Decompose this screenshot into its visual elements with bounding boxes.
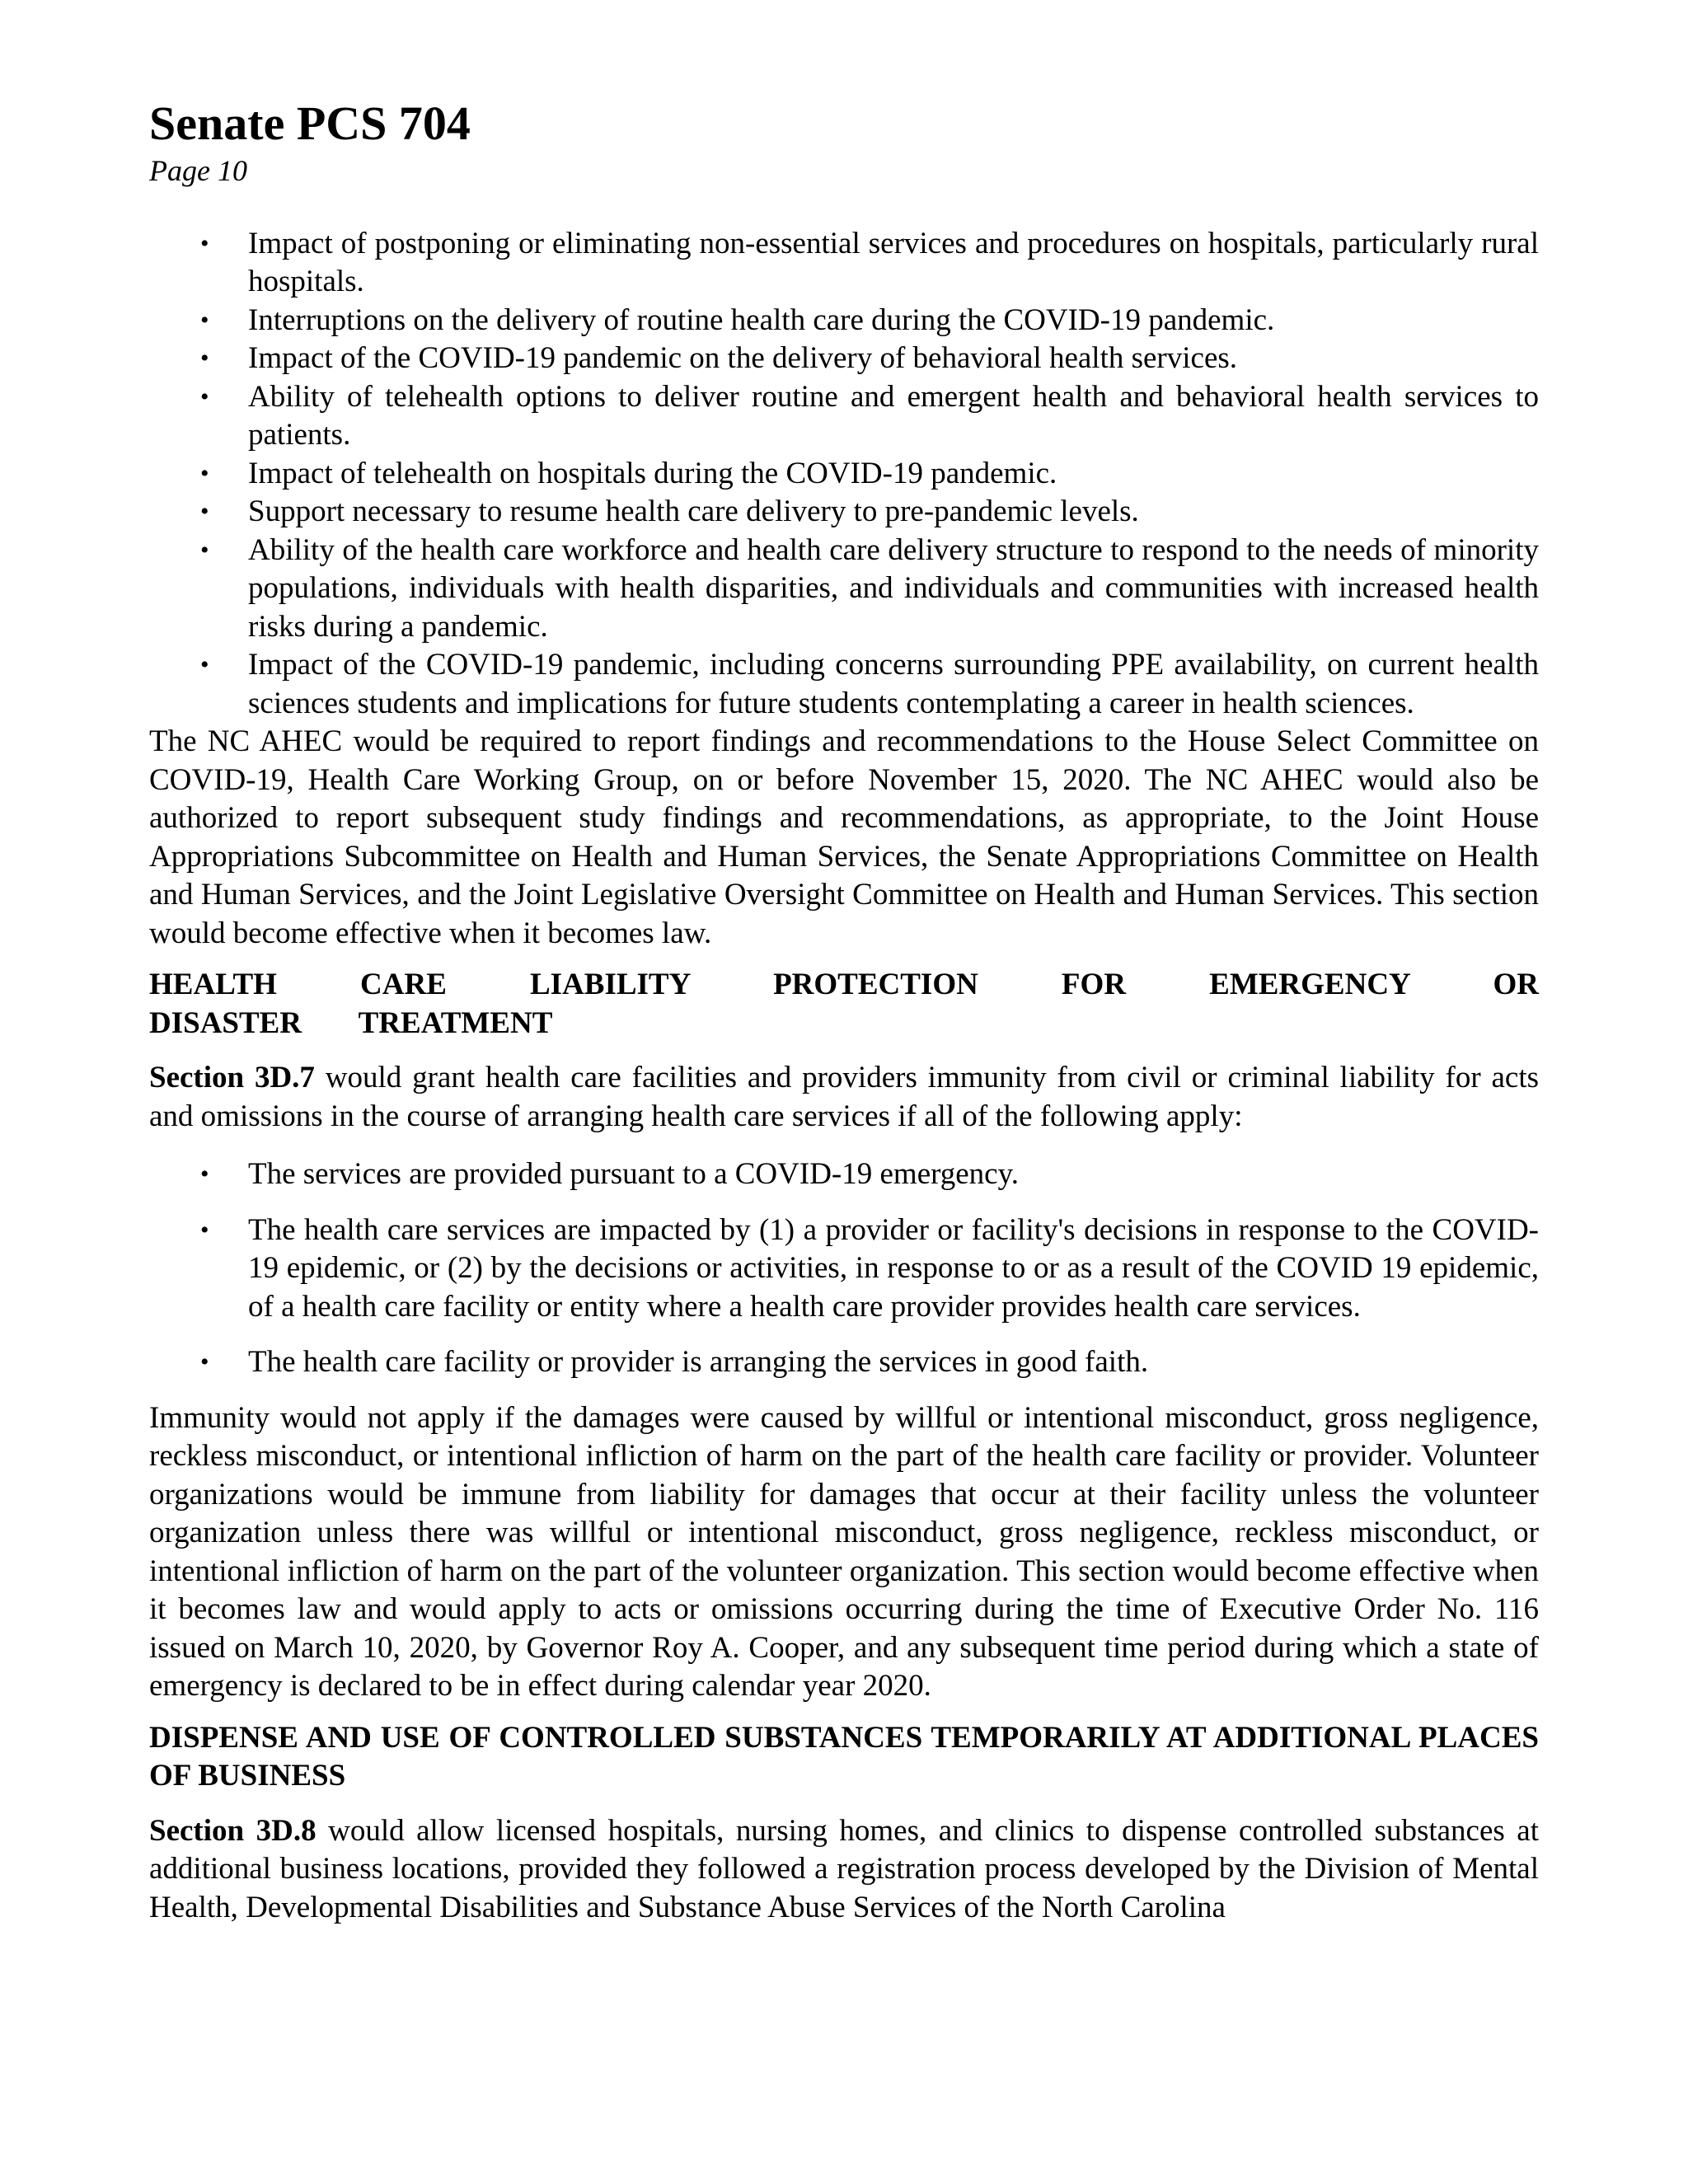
bullet-icon: • bbox=[200, 382, 209, 410]
bullet-icon: • bbox=[200, 1160, 209, 1188]
list-item: • Ability of the health care workforce and health care delivery structure to respond to the needs of minority populations, individuals with health disparities, and individuals and communities with increased health risks during a pandemic. bbox=[200, 532, 1539, 644]
bullet-icon: • bbox=[200, 459, 209, 487]
list-item: • Impact of the COVID-19 pandemic on the delivery of behavioral health services. bbox=[149, 340, 1539, 378]
document-page bbox=[149, 97, 1539, 1927]
bullet-icon: • bbox=[200, 306, 209, 334]
bullet-icon: • bbox=[200, 344, 209, 373]
list-item: • Impact of the COVID-19 pandemic, including concerns surrounding PPE availability, on current health sciences students and implications for future students contemplating a career in health sciences. bbox=[200, 648, 1539, 720]
list-item: • Impact of telehealth on hospitals during the COVID-19 pandemic. bbox=[149, 455, 1539, 494]
section-3d8-paragraph: Section 3D.8 would allow licensed hospitals, nursing homes, and clinics to dispense controlled substances at additional business locations, provided they followed a registration process developed by the Division of Mental Health, Developmental Disabilities and Substance Abuse Services of the North Carolina bbox=[149, 1813, 1540, 1924]
bullet-icon: • bbox=[200, 229, 209, 257]
list-item: • Interruptions on the delivery of routine health care during the COVID-19 pandemic. bbox=[149, 302, 1539, 340]
bullet-icon: • bbox=[200, 651, 209, 679]
list-item: • Impact of postponing or eliminating non-essential services and procedures on hospitals, particularly rural hospitals. bbox=[200, 226, 1539, 299]
bullet-icon: • bbox=[200, 498, 209, 526]
section-heading-controlled-substances: DISPENSE AND USE OF CONTROLLED SUBSTANCES TEMPORARILY AT ADDITIONAL PLACES OF BUSINESS bbox=[149, 1720, 1539, 1793]
section-label: Section 3D.8 bbox=[149, 1813, 316, 1848]
page-number: Page 10 bbox=[149, 153, 247, 187]
document-title: Senate PCS 704 bbox=[149, 96, 471, 150]
list-item: • Support necessary to resume health care delivery to pre-pandemic levels. bbox=[149, 493, 1539, 532]
list-item: • The health care services are impacted by (1) a provider or facility's decisions in response to the COVID-19 epidemic, or (2) by the decisions or activities, in response to or as a result of the COVID 19 epidemic, of a health care facility or entity where a health care provider provides health care services. bbox=[200, 1212, 1539, 1324]
section-label: Section 3D.7 bbox=[149, 1061, 315, 1095]
conditions-list bbox=[149, 1155, 1539, 1382]
bullet-icon: • bbox=[200, 1348, 209, 1376]
list-item: • The services are provided pursuant to a COVID-19 emergency. bbox=[149, 1155, 1539, 1194]
section-3d7-paragraph: Section 3D.7 would grant health care facilities and providers immunity from civil or criminal liability for acts and omissions in the course of arranging health care services if all of the following apply: bbox=[149, 1061, 1540, 1133]
bullet-icon: • bbox=[200, 536, 209, 564]
report-paragraph: The NC AHEC would be required to report findings and recommendations to the House Select Committee on COVID-19, Health Care Working Group, on or before November 15, 2020. The NC AHEC would also be authorized to report subsequent study findings and recommendations, as appropriate, to the Joint House Appropriations Subcommittee on Health and Human Services, the Senate Appropriations Committee on Health and Human Services, and the Joint Legislative Oversight Committee on Health and Human Services. This section would become effective when it becomes law. bbox=[149, 724, 1539, 950]
list-item: • The health care facility or provider is arranging the services in good faith. bbox=[149, 1343, 1539, 1382]
immunity-paragraph: Immunity would not apply if the damages were caused by willful or intentional misconduct, gross negligence, reckless misconduct, or intentional infliction of harm on the part of the health care facility or provider. Volunteer organizations would be immune from liability for damages that occur at their facility unless the volunteer organization unless there was willful or intentional misconduct, gross negligence, reckless misconduct, or intentional infliction of harm on the part of the volunteer organization. This section would become effective when it becomes law and would apply to acts or omissions occurring during the time of Executive Order No. 116 issued on March 10, 2020, by Governor Roy A. Cooper, and any subsequent time period during which a state of emergency is declared to be in effect during calendar year 2020. bbox=[149, 1400, 1539, 1704]
section-heading-liability: HEALTH CARE LIABILITY PROTECTION FOR EMERGENCY OR DISASTER TREATMENT bbox=[149, 968, 1539, 1040]
bullet-icon: • bbox=[200, 1216, 209, 1244]
study-topics-list bbox=[149, 225, 1539, 724]
list-item: • Ability of telehealth options to deliver routine and emergent health and behavioral health services to patients. bbox=[200, 379, 1539, 452]
